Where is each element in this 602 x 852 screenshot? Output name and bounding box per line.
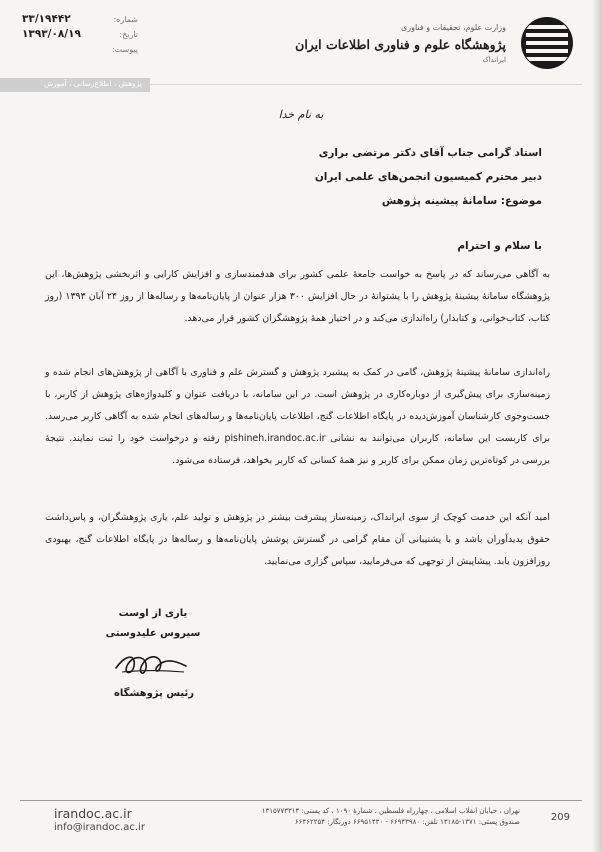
reference-values <box>22 12 94 57</box>
closing-phrase: یاری از اوست <box>118 608 188 619</box>
date-label: تاریخ: <box>119 30 138 39</box>
address-line: تهران ، خیابان انقلاب اسلامی ، چهارراه فلسطین ، شمارهٔ ۱۰۹۰ ، کد پستی: ۱۳۱۵۷۷۳۳۱۴ <box>261 807 520 815</box>
header-divider <box>150 84 582 85</box>
email-link[interactable]: info@irandoc.ac.ir <box>54 822 145 833</box>
addressee-title: استاد گرامی جناب آقای دکتر مرتضی براری <box>318 147 542 159</box>
irandoc-logo-icon <box>520 16 574 70</box>
signer-title: رئیس پژوهشگاه <box>114 688 194 699</box>
addressee-role: دبیر محترم کمیسیون انجمن‌های علمی ایران <box>314 171 542 183</box>
bismillah: به نام خدا <box>278 108 324 121</box>
footer-divider <box>20 800 582 801</box>
letter-date-value: ۱۳۹۳/۰۸/۱۹ <box>22 28 81 40</box>
number-label: شماره: <box>113 15 138 24</box>
tagline: پژوهش ، اطلاع‌رسانی ، آموزش <box>43 79 142 88</box>
body-paragraph: به آگاهی می‌رساند که در پاسخ به خواست جامعهٔ علمی کشور برای هدفمندسازی و افزایش کارایی و اثربخشی پژوهش‌ها، این پژوهشگاه سامانهٔ پیشینهٔ پژوهش را با پشتوانهٔ در حال افزایش ۳۰۰ هزار عنوان از پایان‌نامه‌ها و رساله‌ها از روز ۲۴ آبان ۱۳۹۳ (روز کتاب، کتاب‌خوانی، و کتابدار) راه‌اندازی می‌کند و در اختیار همهٔ پژوهشگران کشور قرار می‌دهد. <box>45 269 550 324</box>
attachment-label: پیوست: <box>111 45 138 54</box>
signer-name: سیروس علیدوستی <box>105 628 201 639</box>
website-link[interactable]: irandoc.ac.ir <box>54 806 132 821</box>
greeting: با سلام و احترام <box>457 240 542 252</box>
tagline-bar <box>0 78 150 92</box>
postal-address <box>190 806 520 828</box>
paper-edge-shadow <box>592 0 602 852</box>
contact-line: صندوق پستی: ۱۳۷۱-۱۳۱۸۵ تلفن: ۶۶۹۴۳۹۸۰ - ۶۶۹۵۱۴۳۰ دورنگار: ۶۶۴۶۲۲۵۴ <box>294 818 520 826</box>
letter-number-value: ۳۳/۱۹۴۴۲ <box>22 13 71 25</box>
form-number: 209 <box>550 812 570 823</box>
subject-line: موضوع: سامانهٔ پیشینه پژوهش <box>381 195 542 207</box>
addressee-block <box>102 141 542 213</box>
organization-block <box>276 22 506 66</box>
reference-labels <box>98 12 138 57</box>
organization-name: پژوهشگاه علوم و فناوری اطلاعات ایران <box>295 37 506 52</box>
body-paragraph: امید آنکه این خدمت کوچک از سوی ایرانداک، زمینه‌ساز پیشرفت بیشتر در پژوهش و تولید علم، یاری پژوهشگران، و پاس‌داشت حقوق پدیدآوران باشد و با پشتیبانی آن مقام گرامی در گسترش پوشش پایان‌نامه‌ها و رساله‌ها در پایگاه اطلاعات گنج، بهبودی روزافزون یابد. پیشاپیش از توجهی که می‌فرمایید، سپاس گزاری می‌نمایید. <box>45 512 550 567</box>
ministry-name: وزارت علوم، تحقیقات و فناوری <box>401 23 506 32</box>
handwritten-signature <box>112 648 192 682</box>
organization-abbreviation: ایرانداک <box>482 56 506 64</box>
body-paragraph: راه‌اندازی سامانهٔ پیشینهٔ پژوهش، گامی در کمک به پیشبرد پژوهش و گسترش علم و فناوری با آگاهی از پژوهش‌های انجام شده و زمینه‌سازی برای پیش‌گیری از دوباره‌کاری در پژوهش است. در این سامانه، با دریافت عنوان و کلیدواژه‌های پژوهش از کاربر، با جست‌وجوی کارشناسان آموزش‌دیده در پایگاه اطلاعات گنج، اطلاعات پایان‌نامه‌ها و رساله‌های انجام شده به آگاهی کاربر می‌رسد. برای کاربست این سامانه، کاربران می‌توانند به نشانی pishineh.irandoc.ac.ir رفته و درخواست خود را ثبت نمایند. نتیجهٔ بررسی در کوتاه‌ترین زمان ممکن برای کاربر و نیز همهٔ کسانی که کاربر بخواهد، فرستاده می‌شود. <box>45 367 550 466</box>
